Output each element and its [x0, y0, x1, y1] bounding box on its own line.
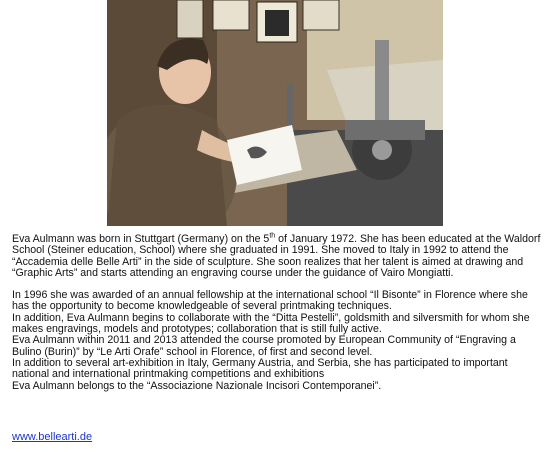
bio-p1-superscript: th — [269, 232, 276, 240]
website-link[interactable]: www.bellearti.de — [12, 431, 93, 443]
bio-paragraph-2 — [12, 290, 542, 392]
bio-paragraph-1 — [12, 234, 542, 279]
artist-at-printing-press-photo — [107, 0, 443, 226]
artist-photo — [107, 0, 443, 226]
bio-p2-line-1: In 1996 she was awarded of an annual fellowship at the international school “Il Bisonte” in Florence where she has the opportunity to become knowledgeable of several printmaking techniques. — [12, 289, 528, 313]
bio-p2-line-2: In addition, Eva Aulmann begins to collaborate with the “Ditta Pestelli”, goldsmith and silversmith for whom she makes engravings, models and prototypes; collaboration that is still fully active. — [12, 311, 530, 336]
bio-p2-line-5: Eva Aulmann belongs to the “Associazione Nazionale Incisori Contemporanei”. — [12, 379, 382, 392]
biography-text — [12, 234, 542, 392]
bio-p1-rest: of January 1972. She has been educated at the Waldorf School (Steiner education, School) where she graduated in 1991. She moved to Italy in 1992 to attend the “Accademia delle Belle Arti” in the side of sculpture. She soon realizes that her talent is aimed at drawing and “Graphic Arts” and starts attending an engraving course under the guidance of Vairo Mongiatti. — [12, 233, 541, 279]
bio-p2-line-4: In addition to several art-exhibition in Italy, Germany Austria, and Serbia, she has participated to important national and international printmaking competitions and exhibitions — [12, 356, 508, 381]
bio-p2-line-3: Eva Aulmann within 2011 and 2013 attended the course promoted by European Community of “Engraving a Bulino (Burin)” by “Le Arti Orafe” school in Florence, of first and second level. — [12, 334, 516, 358]
bio-p1-start: Eva Aulmann was born in Stuttgart (Germany) on the 5 — [12, 233, 270, 245]
